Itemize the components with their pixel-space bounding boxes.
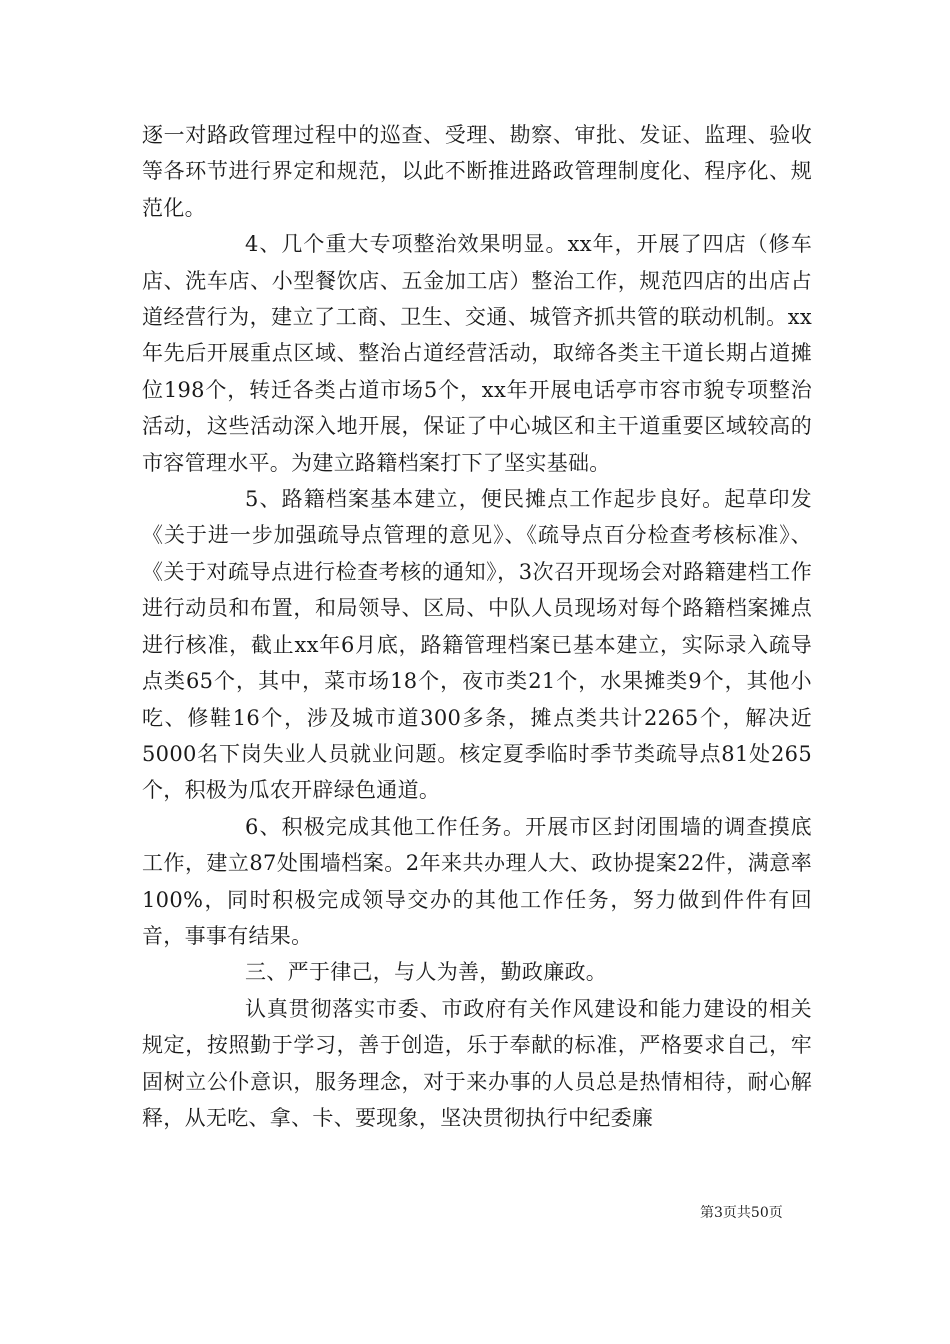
paragraph-item-5: 5、路籍档案基本建立，便民摊点工作起步良好。起草印发《关于进一步加强疏导点管理的意见》、《疏导点百分检查考核标准》、《关于对疏导点进行检查考核的通知》，3次召开现场会对路籍建档工作进行动员和布置，和局领导、区局、中队人员现场对每个路籍档案摊点进行核准，截止xx年6月底，路籍管理档案已基本建立，实际录入疏导点类65个，其中，菜市场18个，夜市类21个，水果摊类9个，其他小吃、修鞋16个，涉及城市道300多条，摊点类共计2265个，解决近5000名下岗失业人员就业问题。核定夏季临时季节类疏导点81处265个，积极为瓜农开辟绿色通道。 <box>142 487 812 803</box>
paragraph-continuation: 逐一对路政管理过程中的巡查、受理、勘察、审批、发证、监理、验收等各环节进行界定和规范，以此不断推进路政管理制度化、程序化、规范化。 <box>142 123 812 220</box>
section-heading-3: 三、严于律己，与人为善，勤政廉政。 <box>245 960 608 985</box>
paragraph-item-6: 6、积极完成其他工作任务。开展市区封闭围墙的调查摸底工作，建立87处围墙档案。2年来共办理人大、政协提案22件，满意率100%，同时积极完成领导交办的其他工作任务，努力做到件件有回音，事事有结果。 <box>142 814 812 948</box>
document-body <box>142 117 812 1136</box>
page-number-footer: 第3页共50页 <box>700 1205 783 1221</box>
paragraph-section-3-body: 认真贯彻落实市委、市政府有关作风建设和能力建设的相关规定，按照勤于学习，善于创造，乐于奉献的标准，严格要求自己，牢固树立公仆意识，服务理念，对于来办事的人员总是热情相待，耐心解释，从无吃、拿、卡、要现象，坚决贯彻执行中纪委廉 <box>142 996 812 1130</box>
paragraph-item-4: 4、几个重大专项整治效果明显。xx年，开展了四店（修车店、洗车店、小型餐饮店、五金加工店）整治工作，规范四店的出店占道经营行为，建立了工商、卫生、交通、城管齐抓共管的联动机制。xx年先后开展重点区域、整治占道经营活动，取缔各类主干道长期占道摊位198个，转迁各类占道市场5个，xx年开展电话亭市容市貌专项整治活动，这些活动深入地开展，保证了中心城区和主干道重要区域较高的市容管理水平。为建立路籍档案打下了坚实基础。 <box>142 232 812 475</box>
